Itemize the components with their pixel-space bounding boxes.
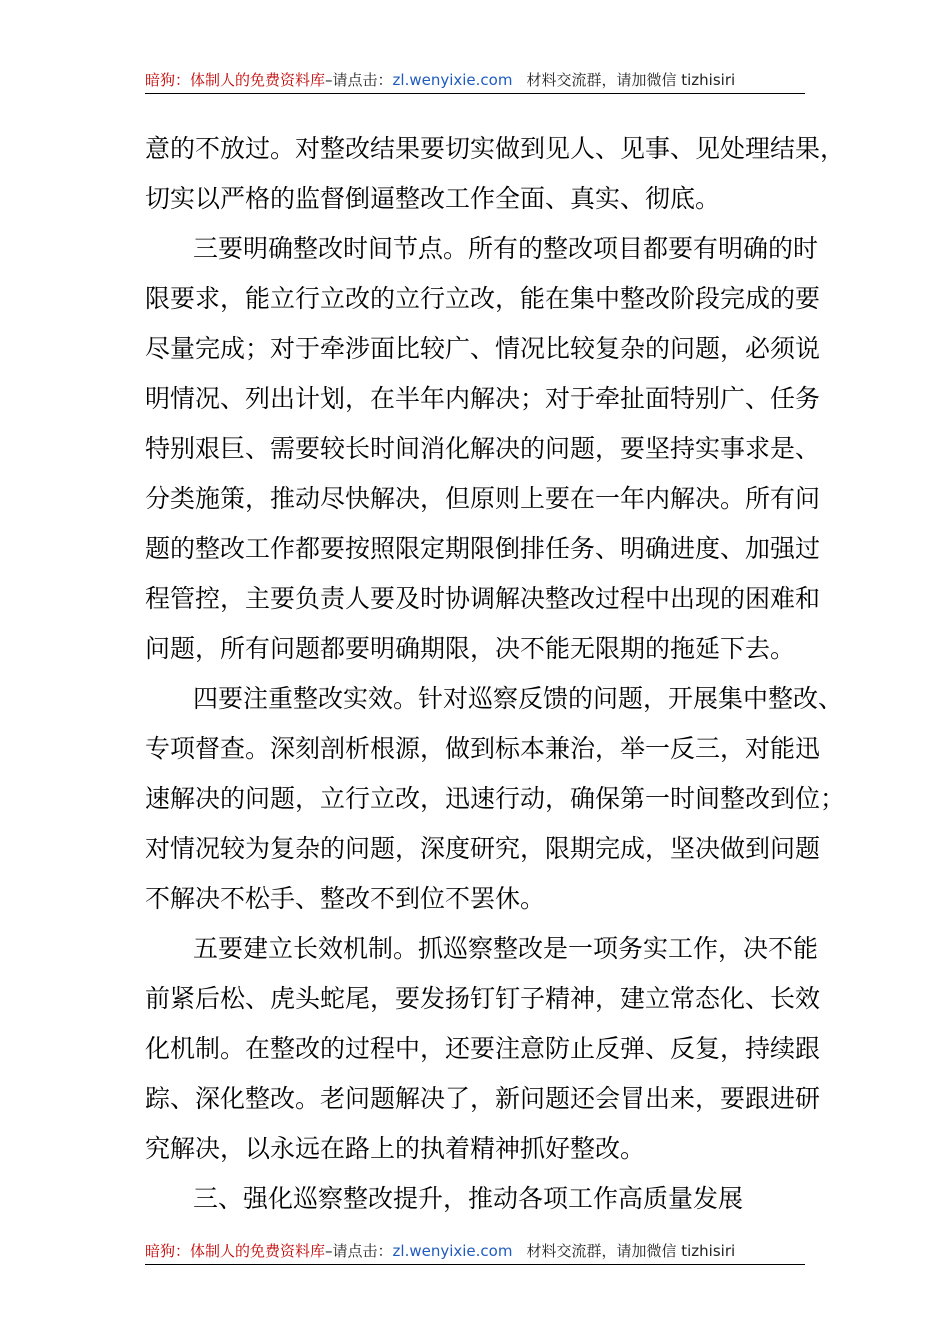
body-line: 究解决，以永远在路上的执着精神抓好整改。 bbox=[145, 1134, 646, 1163]
section-heading: 三、强化巡察整改提升，推动各项工作高质量发展 bbox=[193, 1184, 744, 1213]
body-line: 对情况较为复杂的问题，深度研究，限期完成，坚决做到问题 bbox=[145, 834, 821, 863]
paragraph-start-line: 四要注重整改实效。针对巡察反馈的问题，开展集中整改、 bbox=[193, 684, 844, 713]
document-body bbox=[145, 124, 846, 1224]
body-line: 问题，所有问题都要明确期限，决不能无限期的拖延下去。 bbox=[145, 634, 796, 663]
header-url-link[interactable]: zl.wenyixie.com bbox=[392, 71, 513, 89]
body-line: 专项督查。深刻剖析根源，做到标本兼治，举一反三，对能迅 bbox=[145, 734, 821, 763]
body-line: 特别艰巨、需要较长时间消化解决的问题，要坚持实事求是、 bbox=[145, 434, 821, 463]
body-line: 意的不放过。对整改结果要切实做到见人、见事、见处理结果， bbox=[145, 134, 846, 163]
body-line: 限要求，能立行立改的立行立改，能在集中整改阶段完成的要 bbox=[145, 284, 821, 313]
body-line: 分类施策，推动尽快解决，但原则上要在一年内解决。所有问 bbox=[145, 484, 821, 513]
header-click-prefix: –请点击： bbox=[325, 71, 393, 89]
body-line: 程管控，主要负责人要及时协调解决整改过程中出现的困难和 bbox=[145, 584, 821, 613]
body-line: 速解决的问题，立行立改，迅速行动，确保第一时间整改到位； bbox=[145, 784, 846, 813]
body-line: 明情况、列出计划，在半年内解决；对于牵扯面特别广、任务 bbox=[145, 384, 821, 413]
footer-url-link[interactable]: zl.wenyixie.com bbox=[392, 1242, 513, 1260]
body-line: 化机制。在整改的过程中，还要注意防止反弹、反复，持续跟 bbox=[145, 1034, 821, 1063]
body-line: 题的整改工作都要按照限定期限倒排任务、明确进度、加强过 bbox=[145, 534, 821, 563]
footer-click-prefix: –请点击： bbox=[325, 1242, 393, 1260]
body-line: 尽量完成；对于牵涉面比较广、情况比较复杂的问题，必须说 bbox=[145, 334, 821, 363]
footer-divider bbox=[145, 1264, 805, 1265]
body-line: 不解决不松手、整改不到位不罢休。 bbox=[145, 884, 546, 913]
body-line: 切实以严格的监督倒逼整改工作全面、真实、彻底。 bbox=[145, 184, 721, 213]
paragraph-start-line: 三要明确整改时间节点。所有的整改项目都要有明确的时 bbox=[193, 234, 819, 263]
header-divider bbox=[145, 93, 805, 94]
header-group-text: 材料交流群，请加微信 tizhisiri bbox=[526, 71, 736, 89]
page-header-banner bbox=[145, 70, 805, 90]
page-footer-banner bbox=[145, 1241, 805, 1261]
header-brand-text: 暗狗：体制人的免费资料库 bbox=[145, 71, 326, 89]
footer-group-text: 材料交流群，请加微信 tizhisiri bbox=[526, 1242, 736, 1260]
footer-brand-text: 暗狗：体制人的免费资料库 bbox=[145, 1242, 326, 1260]
paragraph-start-line: 五要建立长效机制。抓巡察整改是一项务实工作，决不能 bbox=[193, 934, 819, 963]
body-line: 踪、深化整改。老问题解决了，新问题还会冒出来，要跟进研 bbox=[145, 1084, 821, 1113]
body-line: 前紧后松、虎头蛇尾，要发扬钉钉子精神，建立常态化、长效 bbox=[145, 984, 821, 1013]
